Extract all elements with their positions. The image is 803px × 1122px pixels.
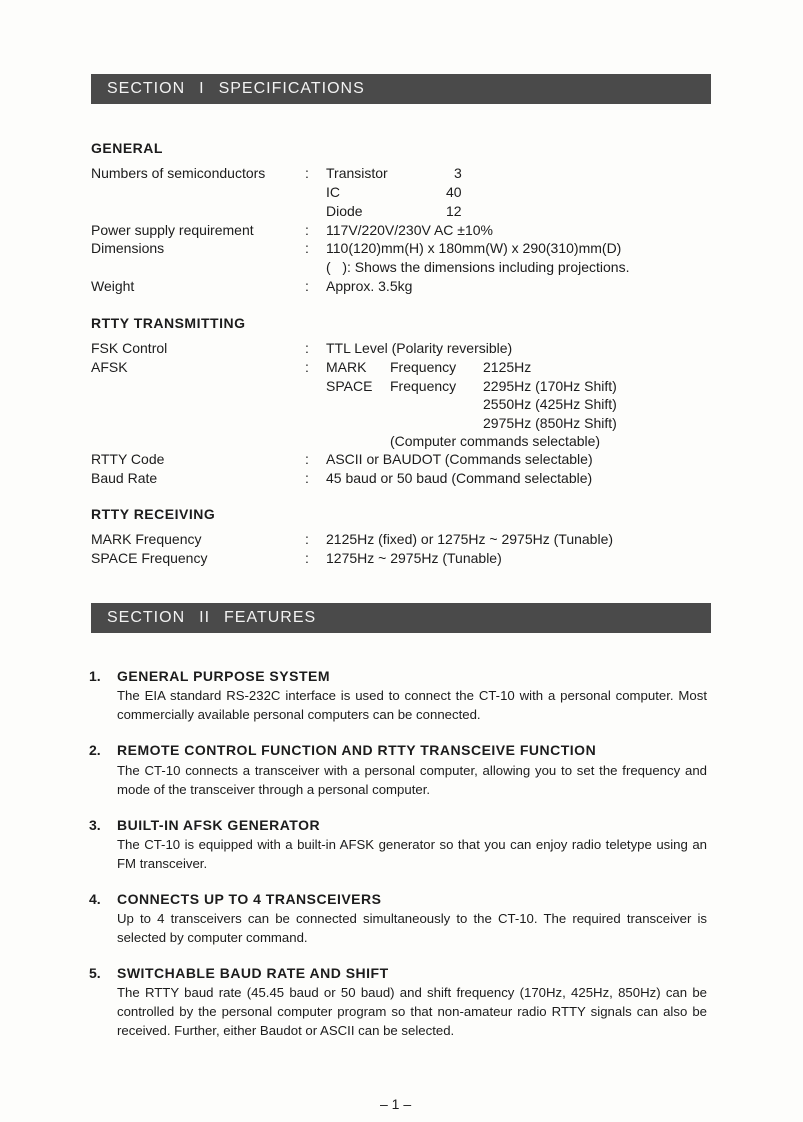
feature-number: 1. xyxy=(89,668,101,684)
section-2-header: SECTION II FEATURES xyxy=(91,603,711,633)
baud-rate-label: Baud Rate xyxy=(91,470,158,486)
feature-number: 2. xyxy=(89,742,101,758)
colon: : xyxy=(305,359,309,375)
shift-425: 2550Hz (425Hz Shift) xyxy=(483,396,617,412)
weight-value: Approx. 3.5kg xyxy=(326,278,413,294)
feature-body: The CT-10 connects a transceiver with a personal computer, allowing you to set the frequency and mode of the transceiver through a personal computer. xyxy=(117,763,707,797)
feature-body: The CT-10 is equipped with a built-in AFSK generator so that you can enjoy radio teletype using an FM transceiver. xyxy=(117,837,707,871)
feature-number: 3. xyxy=(89,817,101,833)
feature-title: REMOTE CONTROL FUNCTION AND RTTY TRANSCEIVE FUNCTION xyxy=(117,742,597,758)
feature-title: CONNECTS UP TO 4 TRANSCEIVERS xyxy=(117,891,382,907)
colon: : xyxy=(305,222,309,238)
space-label: SPACE xyxy=(326,378,373,394)
mark-label: MARK xyxy=(326,359,367,375)
rtty-transmitting-heading: RTTY TRANSMITTING xyxy=(91,315,246,331)
colon: : xyxy=(305,470,309,486)
afsk-label: AFSK xyxy=(91,359,128,375)
dimensions-label: Dimensions xyxy=(91,240,165,256)
feature-number: 4. xyxy=(89,891,101,907)
general-heading: GENERAL xyxy=(91,140,163,156)
feature-title: BUILT-IN AFSK GENERATOR xyxy=(117,817,321,833)
colon: : xyxy=(305,451,309,467)
colon: : xyxy=(305,531,309,547)
semiconductors-label: Numbers of semiconductors xyxy=(91,165,266,181)
feature-title: SWITCHABLE BAUD RATE AND SHIFT xyxy=(117,965,389,981)
transistor-count: 3 xyxy=(454,165,462,181)
section-1-header: SECTION I SPECIFICATIONS xyxy=(91,74,711,104)
dimensions-value: 110(120)mm(H) x 180mm(W) x 290(310)mm(D) xyxy=(326,240,622,256)
rtty-code-value: ASCII or BAUDOT (Commands selectable) xyxy=(326,451,593,467)
feature-title: GENERAL PURPOSE SYSTEM xyxy=(117,668,331,684)
power-value: 117V/220V/230V AC ±10% xyxy=(326,222,493,238)
page-number: – 1 – xyxy=(380,1096,412,1112)
rx-mark-value: 2125Hz (fixed) or 1275Hz ~ 2975Hz (Tunable) xyxy=(326,531,614,547)
power-label: Power supply requirement xyxy=(91,222,254,238)
fsk-label: FSK Control xyxy=(91,340,168,356)
feature-number: 5. xyxy=(89,965,101,981)
weight-label: Weight xyxy=(91,278,135,294)
dimensions-note: ( ): Shows the dimensions including projections. xyxy=(326,259,630,275)
baud-rate-value: 45 baud or 50 baud (Command selectable) xyxy=(326,470,593,486)
shift-170: 2295Hz (170Hz Shift) xyxy=(483,378,617,394)
shift-850: 2975Hz (850Hz Shift) xyxy=(483,415,617,431)
diode-count: 12 xyxy=(446,203,462,219)
colon: : xyxy=(305,165,309,181)
fsk-value: TTL Level (Polarity reversible) xyxy=(326,340,513,356)
transistor-label: Transistor xyxy=(326,165,388,181)
commands-selectable-note: (Computer commands selectable) xyxy=(390,433,601,449)
feature-body: The RTTY baud rate (45.45 baud or 50 baud) and shift frequency (170Hz, 425Hz, 850Hz) can be controlled by the personal computer program so that non-amateur radio RTTY signals can also be received. Further, either Baudot or ASCII can be selected. xyxy=(117,985,707,1038)
rx-space-label: SPACE Frequency xyxy=(91,550,208,566)
rtty-code-label: RTTY Code xyxy=(91,451,165,467)
space-frequency-label: Frequency xyxy=(390,378,457,394)
colon: : xyxy=(305,278,309,294)
feature-body: Up to 4 transceivers can be connected simultaneously to the CT-10. The required transceiver is selected by computer command. xyxy=(117,911,707,945)
mark-frequency-label: Frequency xyxy=(390,359,457,375)
colon: : xyxy=(305,340,309,356)
diode-label: Diode xyxy=(326,203,363,219)
rtty-receiving-heading: RTTY RECEIVING xyxy=(91,506,216,522)
rx-space-value: 1275Hz ~ 2975Hz (Tunable) xyxy=(326,550,502,566)
rx-mark-label: MARK Frequency xyxy=(91,531,202,547)
ic-count: 40 xyxy=(446,184,462,200)
colon: : xyxy=(305,240,309,256)
ic-label: IC xyxy=(326,184,340,200)
colon: : xyxy=(305,550,309,566)
feature-body: The EIA standard RS-232C interface is used to connect the CT-10 with a personal computer. Most commercially available personal computers can be connected. xyxy=(117,688,707,722)
mark-frequency-value: 2125Hz xyxy=(483,359,532,375)
